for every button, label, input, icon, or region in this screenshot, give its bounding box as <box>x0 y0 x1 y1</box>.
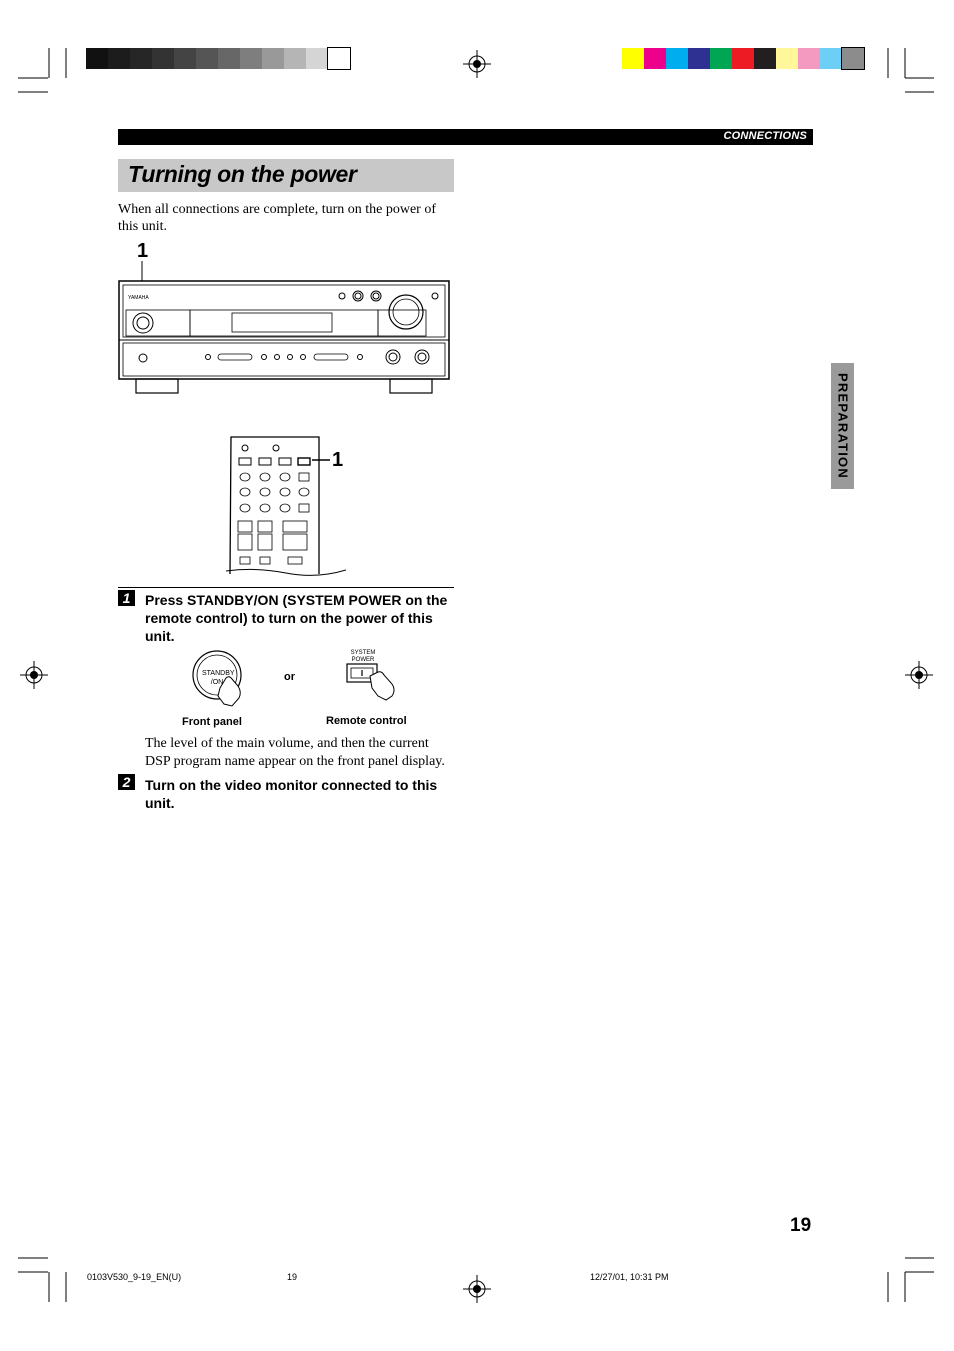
page-title: Turning on the power <box>128 161 357 187</box>
color-swatch <box>622 48 644 69</box>
title-box <box>118 159 454 192</box>
step-1-text: Press STANDBY/ON (SYSTEM POWER on the remote control) to turn on the power of this unit. <box>145 592 448 644</box>
gray-swatch <box>262 48 284 69</box>
registration-mark-icon <box>463 50 491 78</box>
color-swatch <box>754 48 776 69</box>
step-1-note: The level of the main volume, and then the current DSP program name appear on the front panel display. <box>145 736 445 769</box>
remote-control-caption: Remote control <box>326 715 407 727</box>
registration-mark-icon <box>463 1275 491 1303</box>
front-panel-callout: 1 <box>137 240 149 262</box>
color-swatch <box>820 48 842 69</box>
front-panel-caption: Front panel <box>182 716 242 728</box>
remote-control-illustration <box>226 434 346 576</box>
color-swatch <box>732 48 754 69</box>
system-power-button-illustration <box>344 662 400 702</box>
step-2-text: Turn on the video monitor connected to this unit. <box>145 777 438 811</box>
gray-swatch <box>196 48 218 69</box>
side-tab-label: PREPARATION <box>835 373 850 479</box>
gray-swatch <box>218 48 240 69</box>
page-number: 19 <box>790 1215 812 1236</box>
gray-swatch <box>152 48 174 69</box>
svg-text:YAMAHA: YAMAHA <box>128 295 149 301</box>
registration-mark-icon <box>905 661 933 689</box>
color-swatch <box>798 48 820 69</box>
standby-label: STANDBY /ON <box>202 670 235 686</box>
color-swatch <box>710 48 732 69</box>
color-swatch <box>776 48 798 69</box>
side-tab <box>831 363 854 489</box>
or-label: or <box>284 671 295 683</box>
color-swatch <box>688 48 710 69</box>
registration-mark-icon <box>20 661 48 689</box>
section-header-bar <box>118 129 813 145</box>
section-label: CONNECTIONS <box>723 130 807 142</box>
color-swatch <box>644 48 666 69</box>
footer-timestamp: 12/27/01, 10:31 PM <box>590 1272 669 1282</box>
gray-swatch <box>86 48 108 69</box>
gray-swatch <box>306 48 328 69</box>
gray-swatch <box>108 48 130 69</box>
system-power-label: SYSTEM POWER <box>350 650 376 663</box>
receiver-front-panel-illustration <box>118 255 452 397</box>
step-1-number: 1 <box>118 590 135 606</box>
gray-swatch <box>130 48 152 69</box>
footer-page: 19 <box>287 1272 298 1282</box>
gray-swatch <box>240 48 262 69</box>
gray-swatch <box>328 48 350 69</box>
step-2-number: 2 <box>118 774 135 790</box>
color-swatch <box>842 48 864 69</box>
color-swatch <box>666 48 688 69</box>
footer-filename: 0103V530_9-19_EN(U) <box>87 1272 182 1282</box>
gray-swatch <box>174 48 196 69</box>
intro-paragraph: When all connections are complete, turn on the power of this unit. <box>118 202 436 234</box>
gray-swatch <box>284 48 306 69</box>
remote-callout: 1 <box>332 449 344 471</box>
step-divider <box>118 587 454 588</box>
